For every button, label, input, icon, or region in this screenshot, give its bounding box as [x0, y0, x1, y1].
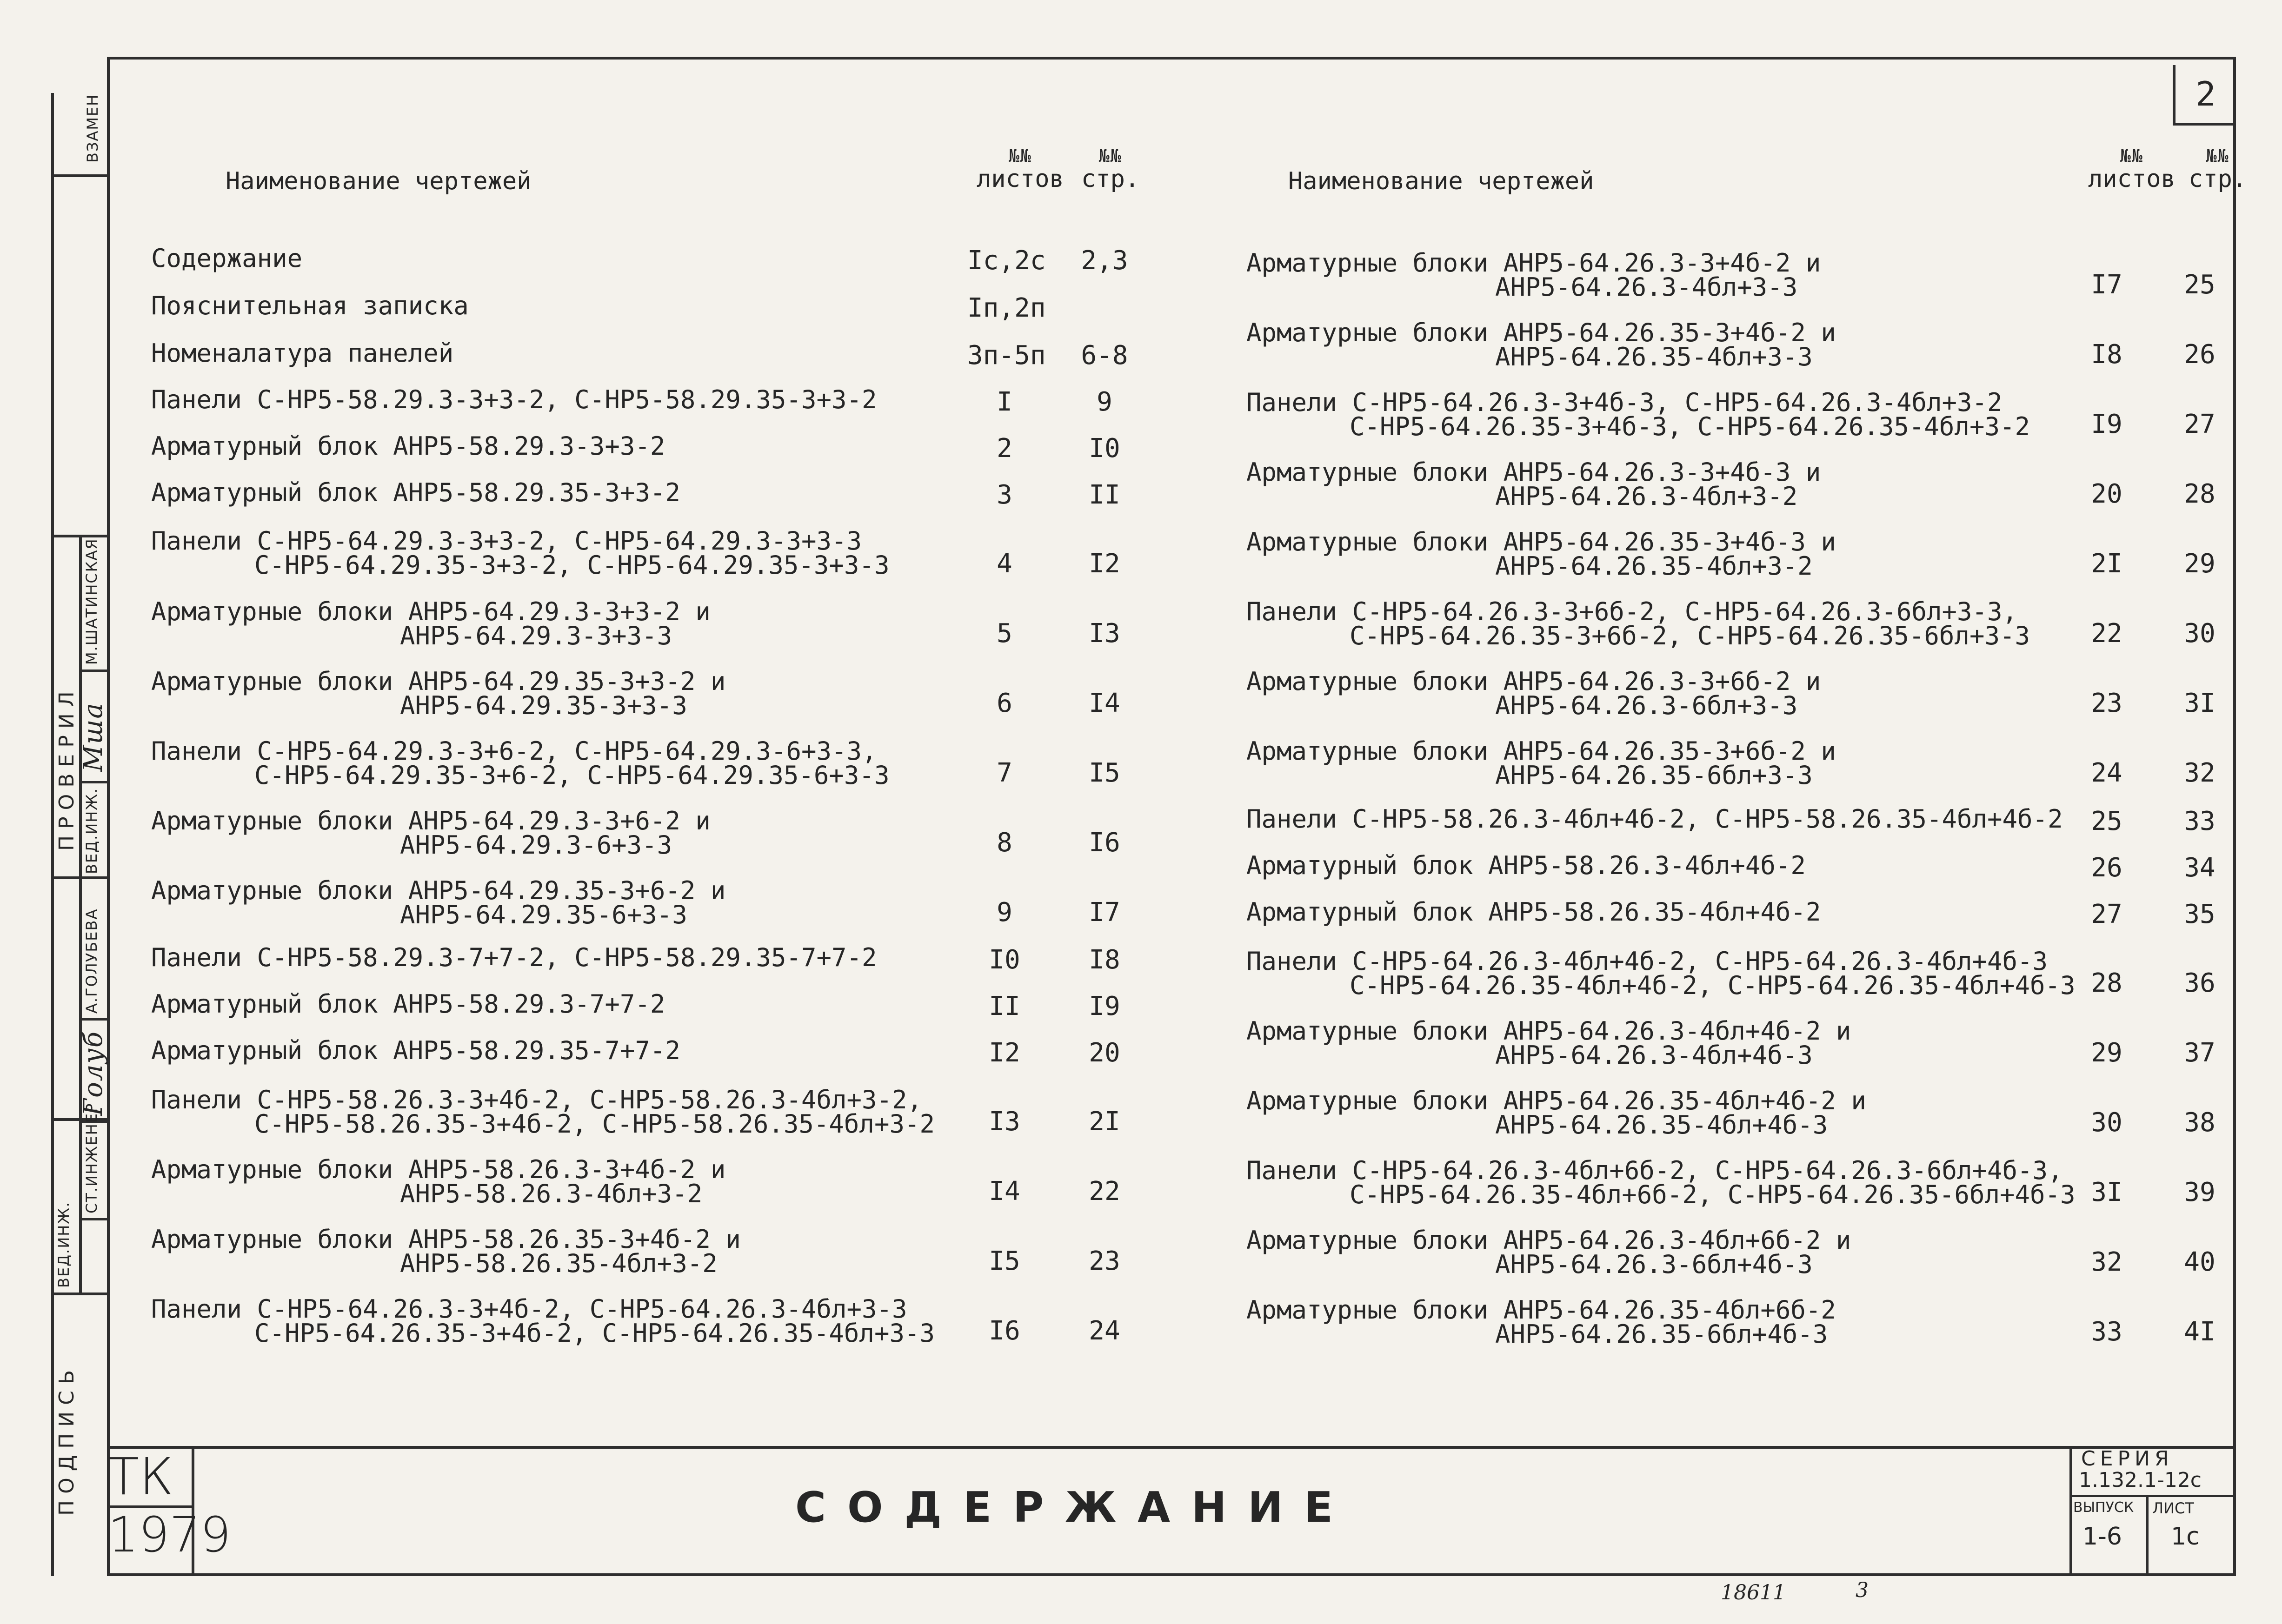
- side-line: [51, 174, 107, 177]
- sheet-number-cell: 6: [997, 688, 1012, 718]
- item-title-cont: АНР5-64.29.35-3+3-3: [400, 691, 687, 720]
- item-title: Панели С-НР5-64.26.3-4бл+6б-2, С-НР5-64.26.3-6бл+4б-3,: [1246, 1156, 2063, 1185]
- item-title: Арматурные блоки АНР5-64.26.35-3+6б-2 и: [1246, 736, 1836, 766]
- sheet-number-cell: Iс,2с: [967, 245, 1046, 276]
- item-title-cont: АНР5-64.29.35-6+3-3: [400, 900, 687, 929]
- item-title: Арматурные блоки АНР5-64.26.3-3+4б-3 и: [1246, 457, 1821, 487]
- item-title-cont: АНР5-64.29.3-6+3-3: [400, 830, 672, 860]
- item-title-cont: АНР5-64.29.3-3+3-3: [400, 621, 672, 650]
- page-number-cell: 24: [1089, 1316, 1120, 1346]
- list-item: [1246, 669, 1821, 718]
- side-line: [51, 93, 54, 1576]
- side-line: [79, 535, 82, 1293]
- item-title-cont: АНР5-64.26.3-4бл+4б-3: [1495, 1041, 1813, 1070]
- item-title: Арматурные блоки АНР5-64.29.35-3+3-2 и: [151, 667, 726, 696]
- page-number-cell: 32: [2184, 758, 2215, 788]
- list-item: [1246, 1295, 1836, 1349]
- item-title-cont: С-НР5-58.26.35-3+4б-2, С-НР5-58.26.35-4бл+3-2: [254, 1109, 935, 1139]
- side-line: [51, 876, 107, 879]
- item-title: Арматурные блоки АНР5-64.29.3-3+3-2 и: [151, 597, 711, 626]
- page-number-cell: I7: [1089, 897, 1120, 928]
- sheet-number-cell: I3: [989, 1107, 1020, 1137]
- item-title: Арматурный блок АНР5-58.26.35-4бл+4б-2: [1246, 897, 1821, 927]
- page-number-cell: 25: [2184, 270, 2215, 300]
- page-number-cell: 38: [2184, 1107, 2215, 1138]
- list-item: [151, 1294, 935, 1348]
- item-title: Содержание: [151, 244, 303, 273]
- item-title-cont: АНР5-58.26.3-4бл+3-2: [400, 1179, 703, 1208]
- sheet-number-cell: I2: [989, 1038, 1020, 1068]
- tk-label: ТК: [108, 1447, 174, 1506]
- side-line: [79, 781, 107, 783]
- list-item: [151, 385, 877, 414]
- vzamen-label: ВЗАМЕН: [84, 93, 101, 163]
- sheet-number-cell: 3: [997, 480, 1012, 510]
- list-item: [1246, 949, 2076, 998]
- sheet-number-cell: 3п-5п: [967, 340, 1046, 371]
- sheet-number-cell: 29: [2091, 1038, 2122, 1068]
- footer-number: 3: [1856, 1578, 1869, 1602]
- item-title: Панели С-НР5-58.26.3-3+4б-2, С-НР5-58.26.3-4бл+3-2,: [151, 1085, 923, 1114]
- item-title: Арматурные блоки АНР5-58.26.35-3+4б-2 и: [151, 1225, 741, 1254]
- list-item: [1246, 597, 2030, 650]
- stamp-b-role: СТ.ИНЖЕНЕР: [83, 1102, 100, 1213]
- page-number-cell: 33: [2184, 806, 2215, 836]
- page-number-cell: 23: [1089, 1246, 1120, 1276]
- page-number-cell: 3I: [2184, 688, 2215, 718]
- item-title: Арматурные блоки АНР5-64.29.35-3+6-2 и: [151, 876, 726, 905]
- item-title-cont: АНР5-64.26.35-4бл+4б-3: [1495, 1110, 1828, 1140]
- page-number-cell: 39: [2184, 1177, 2215, 1207]
- list-item: [151, 806, 711, 860]
- page-number-cell: I6: [1089, 828, 1120, 858]
- right-name-header: Наименование чертежей: [1288, 167, 1594, 195]
- page-number-cell: I8: [1089, 945, 1120, 975]
- list-item: [1246, 897, 1821, 927]
- sheet-number-cell: 3I: [2091, 1177, 2122, 1207]
- title-block-divider: [2146, 1495, 2149, 1576]
- item-title-cont: С-НР5-64.26.35-4бл+4б-2, С-НР5-64.26.35-4бл+4б-3: [1350, 971, 2076, 1000]
- sheet-title: СОДЕРЖАНИЕ: [795, 1483, 1355, 1532]
- page-number-cell: 4I: [2184, 1317, 2215, 1347]
- sheet-number-cell: I5: [989, 1246, 1020, 1276]
- item-title: Пояснительная записка: [151, 291, 469, 320]
- item-title: Арматурный блок АНР5-58.29.3-3+3-2: [151, 431, 665, 461]
- side-line: [79, 1218, 107, 1220]
- title-block-top-line: [107, 1446, 2236, 1449]
- pages-label: стр.: [1081, 165, 1140, 193]
- page-number-cell: 35: [2184, 899, 2215, 929]
- page-number-cell: 26: [2184, 339, 2215, 370]
- sheet-number-cell: 23: [2091, 688, 2122, 718]
- item-title: Панели С-НР5-58.29.3-7+7-2, С-НР5-58.29.35-7+7-2: [151, 943, 877, 972]
- item-title-cont: АНР5-64.26.3-4бл+3-2: [1495, 482, 1798, 511]
- title-block-divider: [2069, 1495, 2236, 1497]
- list-item: [1246, 457, 1821, 511]
- item-title: Арматурные блоки АНР5-64.26.3-4бл+6б-2 и: [1246, 1226, 1851, 1255]
- sheet-number-cell: 32: [2091, 1247, 2122, 1277]
- list-item: [151, 246, 302, 271]
- list-item: [1246, 1086, 1866, 1140]
- item-title-cont: АНР5-64.26.35-6бл+3-3: [1495, 761, 1813, 790]
- title-block-divider: [2069, 1446, 2072, 1576]
- sheet-number: 2: [2173, 65, 2236, 126]
- item-title-cont: С-НР5-64.26.35-4бл+6б-2, С-НР5-64.26.35-6бл+4б-3: [1350, 1180, 2076, 1209]
- stamp-b-name: А.ГОЛУБЕВА: [83, 908, 100, 1014]
- page-number-cell: 22: [1089, 1176, 1120, 1206]
- item-title-cont: С-НР5-64.29.35-3+3-2, С-НР5-64.29.35-3+3-3: [254, 550, 890, 580]
- list-item: [1246, 851, 1806, 880]
- list-item: [1246, 248, 1821, 302]
- sheet-number-cell: II: [989, 991, 1020, 1021]
- item-title-cont: АНР5-64.26.35-6бл+4б-3: [1495, 1319, 1828, 1349]
- page-number-cell: 9: [1097, 387, 1112, 417]
- sheet-number-cell: 27: [2091, 899, 2122, 929]
- list-item: [1246, 318, 1836, 371]
- sheet-number-cell: Iп,2п: [967, 293, 1046, 323]
- vypusk-label: ВЫПУСК: [2073, 1499, 2134, 1516]
- sheet-number-cell: I6: [989, 1316, 1020, 1346]
- page-number-cell: 29: [2184, 549, 2215, 579]
- signature-b: Голуб: [78, 1030, 108, 1116]
- item-title-cont: АНР5-58.26.35-4бл+3-2: [400, 1249, 718, 1278]
- list-item: [151, 1036, 680, 1065]
- sheet-number-cell: 24: [2091, 758, 2122, 788]
- item-title: Панели С-НР5-64.29.3-3+3-2, С-НР5-64.29.3-3+3-3: [151, 526, 862, 556]
- sheet-number-cell: I0: [989, 945, 1020, 975]
- vypusk-value: 1-6: [2082, 1523, 2122, 1551]
- page-number-cell: 2I: [1089, 1107, 1120, 1137]
- list-item: [151, 526, 890, 580]
- page-number-cell: II: [1089, 480, 1120, 510]
- item-title: Арматурный блок АНР5-58.29.35-3+3-2: [151, 478, 680, 507]
- podpis-label: ПОДПИСЬ: [55, 1363, 79, 1516]
- list-label: ЛИСТ: [2152, 1499, 2194, 1517]
- sheet-number-cell: I: [997, 387, 1012, 417]
- list-item: [1246, 388, 2030, 441]
- item-title: Арматурные блоки АНР5-64.26.3-4бл+4б-2 и: [1246, 1016, 1851, 1046]
- item-title-cont: АНР5-64.26.35-4бл+3-2: [1495, 551, 1813, 581]
- right-pages-header: [2189, 146, 2247, 192]
- item-title: Панели С-НР5-64.26.3-3+6б-2, С-НР5-64.26.3-6бл+3-3,: [1246, 597, 2018, 626]
- side-line: [51, 535, 107, 537]
- list-item: [1246, 1156, 2076, 1209]
- item-title: Арматурные блоки АНР5-64.29.3-3+6-2 и: [151, 806, 711, 835]
- side-line: [79, 669, 107, 672]
- item-title: Арматурные блоки АНР5-64.26.35-4бл+4б-2 и: [1246, 1086, 1866, 1115]
- no-mark: №№: [1098, 146, 1122, 166]
- seria-value: 1.132.1-12с: [2079, 1468, 2202, 1492]
- stamp-a-role: ВЕД.ИНЖ.: [83, 788, 100, 874]
- sheet-number-cell: I9: [2091, 409, 2122, 439]
- page-number-cell: 27: [2184, 409, 2215, 439]
- sheets-label: листов: [2088, 165, 2176, 193]
- page-number-cell: I9: [1089, 991, 1120, 1021]
- page-number-cell: 40: [2184, 1247, 2215, 1277]
- list-item: [151, 736, 890, 790]
- page-number-cell: 34: [2184, 853, 2215, 883]
- item-title: Арматурный блок АНР5-58.26.3-4бл+4б-2: [1246, 851, 1806, 880]
- no-mark: №№: [2120, 146, 2143, 166]
- list-item: [151, 943, 877, 972]
- sheet-number-cell: 2: [997, 433, 1012, 464]
- right-sheets-header: [2088, 146, 2176, 192]
- list-item: [1246, 736, 1836, 790]
- item-title-cont: АНР5-64.26.35-4бл+3-3: [1495, 342, 1813, 371]
- sheet-number-cell: 5: [997, 618, 1012, 649]
- item-title: Арматурные блоки АНР5-64.26.3-3+6б-2 и: [1246, 667, 1821, 696]
- item-title: Панели С-НР5-64.29.3-3+6-2, С-НР5-64.29.3-6+3-3,: [151, 736, 877, 766]
- item-title: Арматурные блоки АНР5-64.26.35-3+4б-2 и: [1246, 318, 1836, 347]
- sheet-number-cell: 20: [2091, 479, 2122, 509]
- item-title: Панели С-НР5-64.26.3-4бл+4б-2, С-НР5-64.26.3-4бл+4б-3: [1246, 947, 2048, 976]
- sheet-number-cell: 22: [2091, 618, 2122, 649]
- left-sheets-header: [977, 146, 1064, 192]
- left-name-header: Наименование чертежей: [226, 167, 532, 195]
- page-number-cell: 36: [2184, 968, 2215, 998]
- page-number-cell: 37: [2184, 1038, 2215, 1068]
- list-item: [1246, 804, 2063, 834]
- list-item: [151, 876, 726, 929]
- list-item: [151, 1085, 935, 1139]
- list-item: [151, 597, 711, 650]
- side-line: [51, 1293, 107, 1295]
- item-title: Арматурные блоки АНР5-58.26.3-3+4б-2 и: [151, 1155, 726, 1184]
- item-title-cont: С-НР5-64.26.35-3+4б-2, С-НР5-64.26.35-4бл+3-3: [254, 1319, 935, 1348]
- footer-code: 18611: [1721, 1581, 1786, 1604]
- sheet-number-cell: 4: [997, 549, 1012, 579]
- sheet-number-cell: I7: [2091, 270, 2122, 300]
- year-label: 1979: [108, 1506, 231, 1563]
- sheets-label: листов: [977, 165, 1064, 193]
- list-item: [1246, 1228, 1851, 1277]
- stamp-b-role-a: ВЕД.ИНЖ.: [55, 1201, 73, 1288]
- item-title-cont: АНР5-64.26.3-6бл+4б-3: [1495, 1250, 1813, 1279]
- page-number-cell: 20: [1089, 1038, 1120, 1068]
- list-item: [151, 431, 665, 461]
- list-item: [151, 478, 680, 507]
- sheet-number-cell: 8: [997, 828, 1012, 858]
- item-title-cont: АНР5-64.26.3-6бл+3-3: [1495, 691, 1798, 720]
- page-number-cell: I3: [1089, 618, 1120, 649]
- list-item: [151, 989, 665, 1019]
- page-number-cell: 28: [2184, 479, 2215, 509]
- sheet-number-cell: 28: [2091, 968, 2122, 998]
- sheet-number-cell: 2I: [2091, 549, 2122, 579]
- left-pages-header: [1081, 146, 1139, 192]
- item-title-cont: АНР5-64.26.3-4бл+3-3: [1495, 272, 1798, 302]
- page-number-cell: I4: [1089, 688, 1120, 718]
- pages-label: стр.: [2189, 165, 2247, 193]
- no-mark: №№: [2206, 146, 2229, 166]
- sheet-number-cell: I4: [989, 1176, 1020, 1206]
- item-title: Панели С-НР5-58.29.3-3+3-2, С-НР5-58.29.35-3+3-2: [151, 385, 877, 414]
- no-mark: №№: [1009, 146, 1032, 166]
- item-title-cont: С-НР5-64.26.35-3+4б-3, С-НР5-64.26.35-4бл+3-2: [1350, 412, 2030, 441]
- item-title: Арматурные блоки АНР5-64.26.35-3+4б-3 и: [1246, 527, 1836, 557]
- page-number-cell: 2,3: [1081, 245, 1128, 276]
- item-title: Арматурный блок АНР5-58.29.35-7+7-2: [151, 1036, 680, 1065]
- seria-label: СЕРИЯ: [2081, 1447, 2174, 1471]
- sheet-number-cell: 7: [997, 758, 1012, 788]
- list-item: [151, 669, 725, 718]
- sheet-number-cell: I8: [2091, 339, 2122, 370]
- sheet-number-cell: 26: [2091, 853, 2122, 883]
- sheet-number-cell: 30: [2091, 1107, 2122, 1138]
- list-item: [151, 291, 469, 320]
- list-value: 1с: [2171, 1523, 2200, 1551]
- proveril-label: ПРОВЕРИЛ: [55, 685, 79, 851]
- list-item: [1246, 1016, 1851, 1070]
- sheet-number-cell: 25: [2091, 806, 2122, 836]
- item-title-cont: С-НР5-64.26.35-3+6б-2, С-НР5-64.26.35-6бл+3-3: [1350, 621, 2030, 650]
- item-title-cont: С-НР5-64.29.35-3+6-2, С-НР5-64.29.35-6+3-3: [254, 761, 890, 790]
- list-item: [151, 1227, 741, 1276]
- page-number-cell: I5: [1089, 758, 1120, 788]
- list-item: [151, 1155, 726, 1208]
- signature-a: Мша: [78, 702, 108, 772]
- item-title: Панели С-НР5-64.26.3-3+4б-2, С-НР5-64.26.3-4бл+3-3: [151, 1294, 907, 1324]
- sheet-number-cell: 9: [997, 897, 1012, 928]
- list-item: [151, 338, 454, 368]
- page-number-cell: 6-8: [1081, 340, 1128, 371]
- item-title: Арматурные блоки АНР5-64.26.35-4бл+6б-2: [1246, 1295, 1836, 1325]
- item-title: Арматурный блок АНР5-58.29.3-7+7-2: [151, 989, 665, 1019]
- page-number-cell: I2: [1089, 549, 1120, 579]
- stamp-a-name: М.ШАТИНСКАЯ: [83, 538, 100, 665]
- side-line: [79, 1018, 107, 1021]
- page-number-cell: 30: [2184, 618, 2215, 649]
- page-number-cell: I0: [1089, 433, 1120, 464]
- item-title: Панели С-НР5-64.26.3-3+4б-3, С-НР5-64.26.3-4бл+3-2: [1246, 388, 2003, 417]
- list-item: [1246, 527, 1836, 581]
- item-title: Арматурные блоки АНР5-64.26.3-3+4б-2 и: [1246, 248, 1821, 278]
- item-title: Номеналатура панелей: [151, 338, 454, 368]
- sheet-number-cell: 33: [2091, 1317, 2122, 1347]
- item-title: Панели С-НР5-58.26.3-4бл+4б-2, С-НР5-58.26.35-4бл+4б-2: [1246, 804, 2063, 834]
